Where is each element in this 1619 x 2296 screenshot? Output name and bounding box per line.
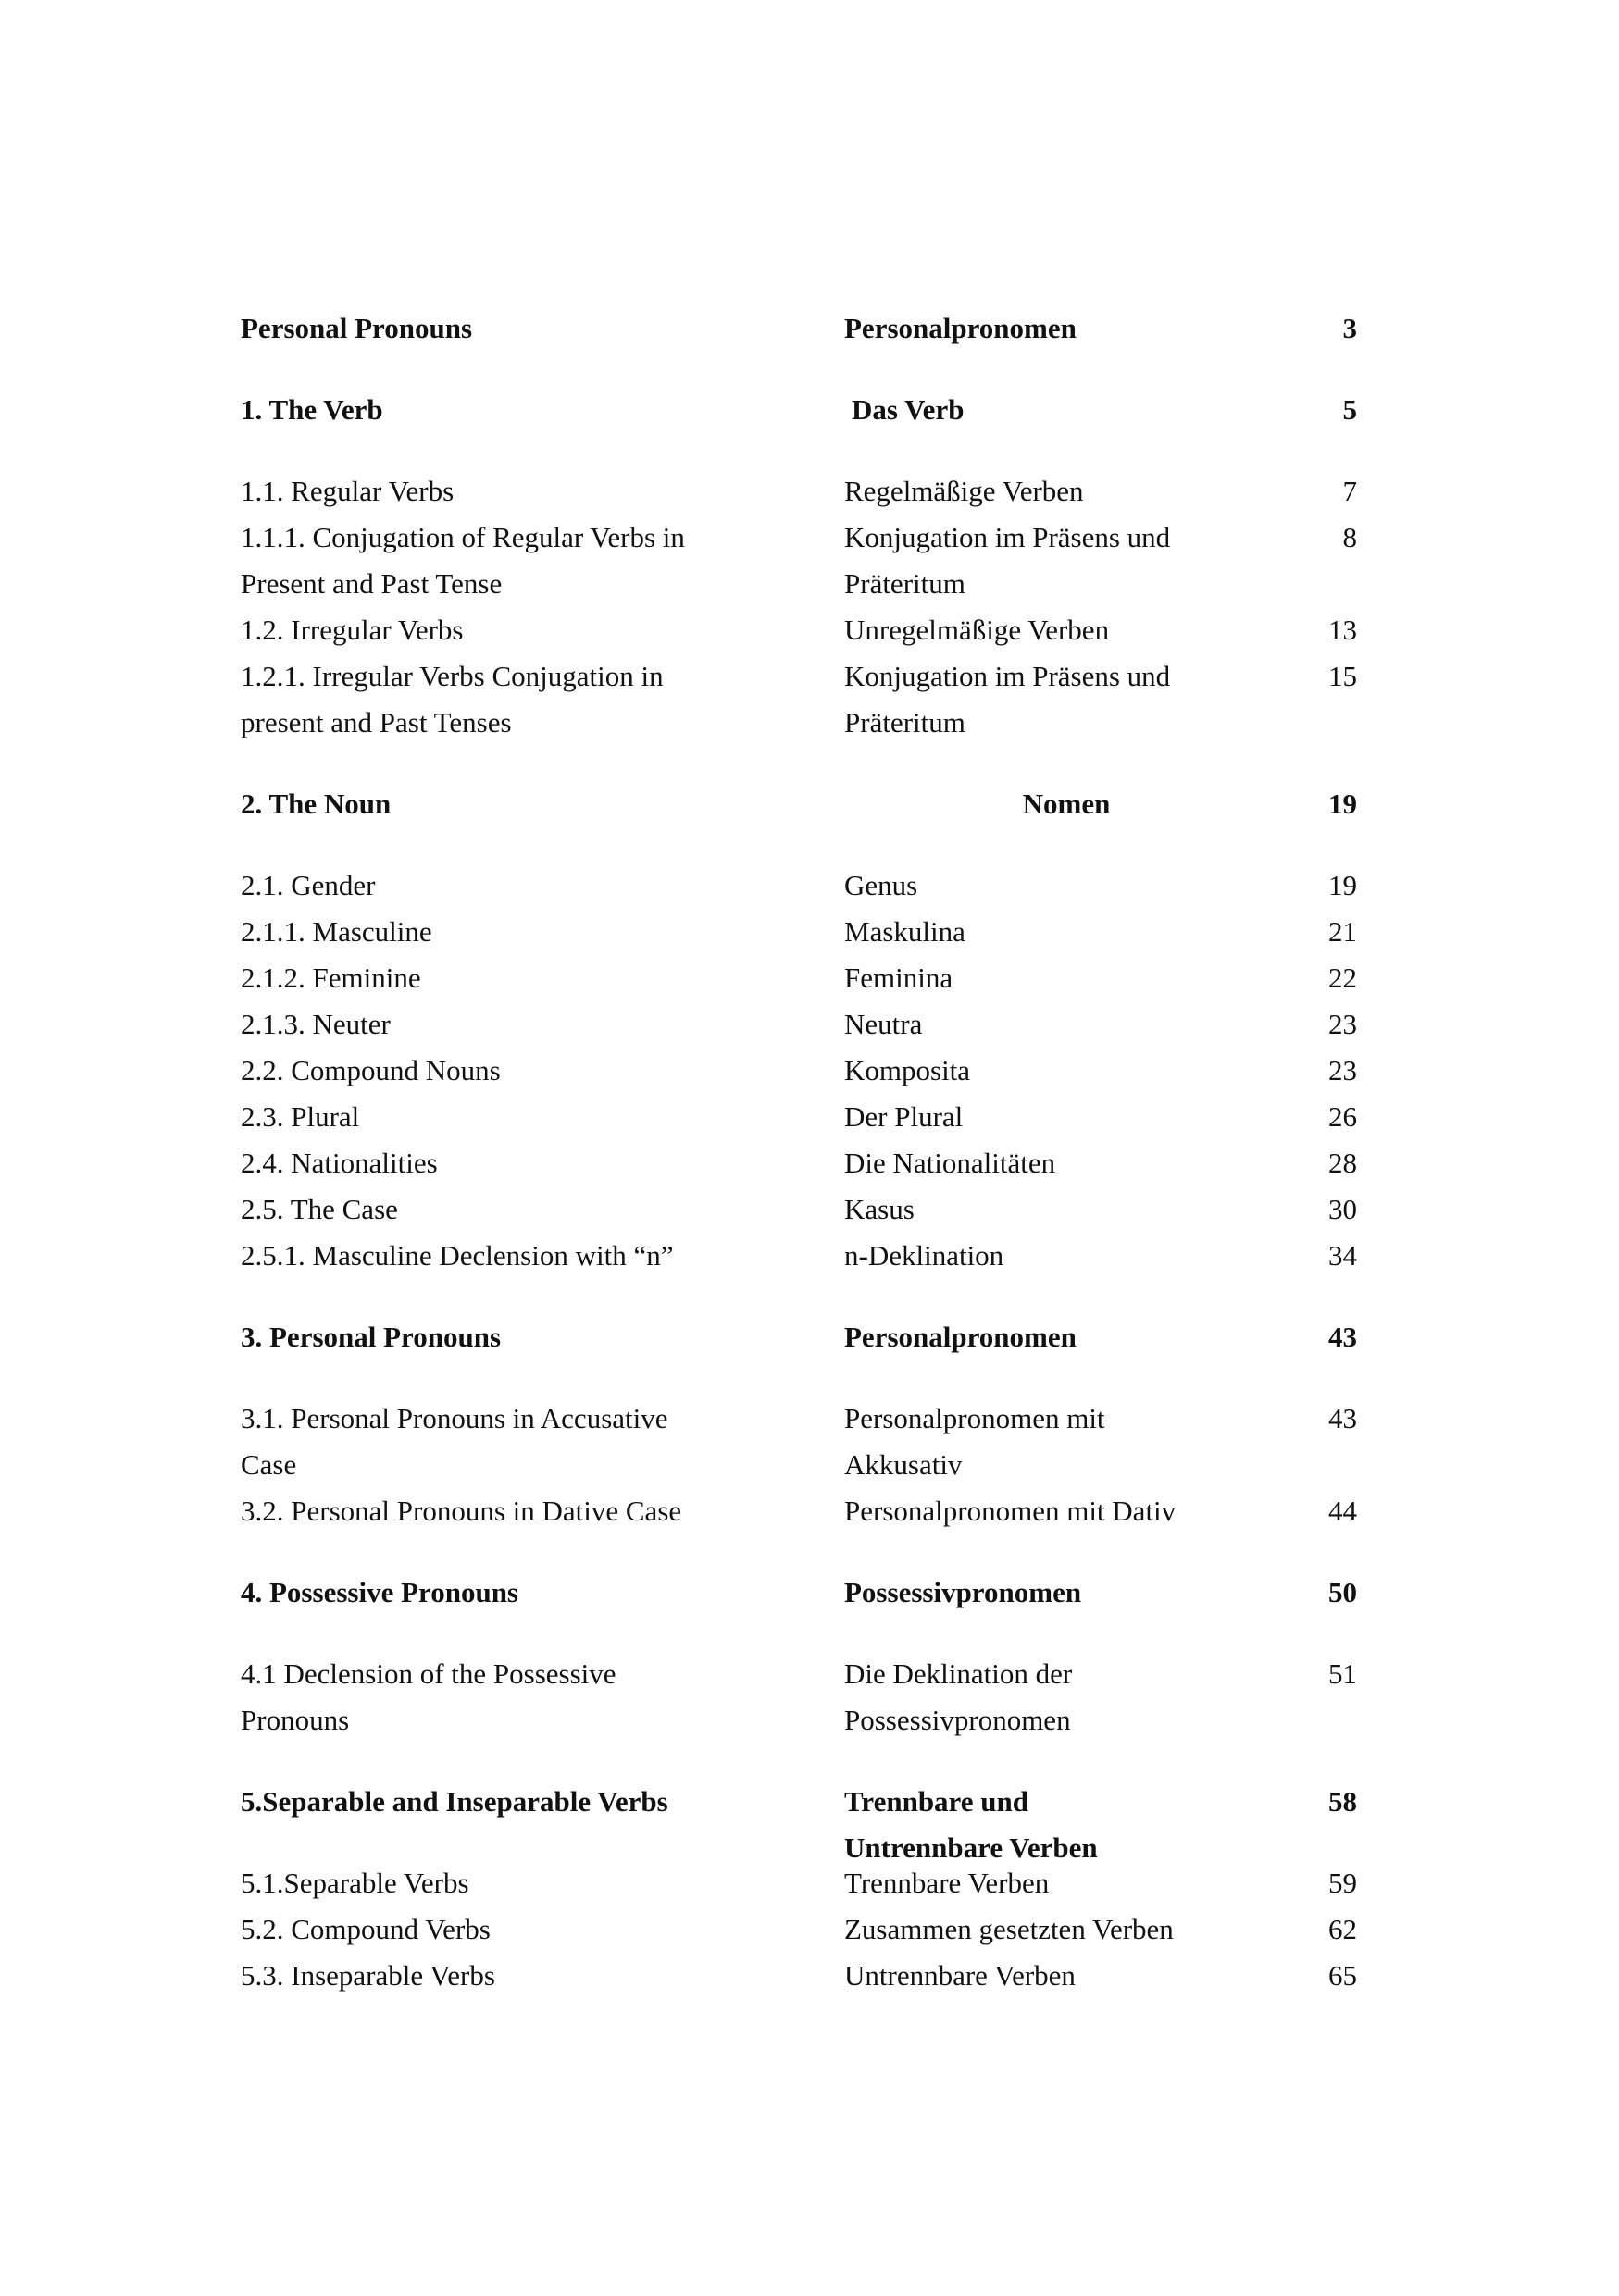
toc-german-line: Konjugation im Präsens und bbox=[844, 660, 1171, 692]
toc-english-line: 1. The Verb bbox=[241, 393, 383, 426]
toc-german-title bbox=[844, 607, 1242, 653]
toc-german-title bbox=[844, 515, 1242, 607]
toc-german-line: Die Deklination der bbox=[844, 1657, 1073, 1690]
toc-english-title bbox=[241, 955, 759, 1001]
toc-german-title bbox=[844, 1140, 1242, 1186]
toc-english-title bbox=[241, 1779, 759, 1825]
toc-english-line: 2.4. Nationalities bbox=[241, 1147, 438, 1179]
toc-german-title bbox=[844, 305, 1242, 352]
toc-german-line: n-Deklination bbox=[844, 1239, 1004, 1272]
toc-page-number: 26 bbox=[1328, 1100, 1357, 1133]
toc-english-title bbox=[241, 468, 759, 515]
toc-page-number: 8 bbox=[1342, 521, 1357, 553]
toc-english-title bbox=[241, 387, 759, 433]
toc-german-line: Untrennbare Verben bbox=[844, 1831, 1098, 1864]
toc-page-number: 23 bbox=[1328, 1008, 1357, 1040]
toc-german-line: Trennbare Verben bbox=[844, 1867, 1050, 1899]
toc-german-line: Unregelmäßige Verben bbox=[844, 614, 1110, 646]
toc-german-line: Personalpronomen bbox=[844, 1321, 1077, 1353]
toc-english-line: 4. Possessive Pronouns bbox=[241, 1576, 518, 1608]
toc-english-title bbox=[241, 1906, 759, 1953]
toc-german-line: Personalpronomen mit Dativ bbox=[844, 1495, 1177, 1527]
toc-german-title bbox=[844, 1860, 1242, 1906]
toc-german-line: Regelmäßige Verben bbox=[844, 475, 1084, 507]
toc-german-line: Personalpronomen bbox=[844, 312, 1077, 344]
toc-page-number: 34 bbox=[1328, 1239, 1357, 1272]
toc-english-line: 1.2. Irregular Verbs bbox=[241, 614, 464, 646]
toc-german-title bbox=[844, 781, 1289, 827]
toc-english-title bbox=[241, 305, 759, 352]
toc-german-title bbox=[844, 1048, 1242, 1094]
toc-english-title bbox=[241, 781, 759, 827]
toc-german-title bbox=[844, 1779, 1242, 1871]
toc-english-title bbox=[241, 1094, 759, 1140]
toc-german-title bbox=[844, 1186, 1242, 1233]
toc-english-line: 2. The Noun bbox=[241, 788, 392, 820]
toc-german-line: Nomen bbox=[1022, 788, 1111, 820]
toc-german-line: Possessivpronomen bbox=[844, 1576, 1082, 1608]
toc-german-title bbox=[844, 468, 1242, 515]
toc-german-line: Genus bbox=[844, 869, 918, 901]
toc-german-line: Neutra bbox=[844, 1008, 923, 1040]
toc-english-title bbox=[241, 1860, 759, 1906]
toc-page-number: 51 bbox=[1328, 1657, 1357, 1690]
toc-english-line: 3. Personal Pronouns bbox=[241, 1321, 502, 1353]
toc-german-title bbox=[844, 1570, 1242, 1616]
toc-english-line: 3.1. Personal Pronouns in Accusative bbox=[241, 1402, 668, 1434]
toc-page-number: 22 bbox=[1328, 962, 1357, 994]
toc-english-line: 2.1.1. Masculine bbox=[241, 915, 432, 948]
toc-german-line: Personalpronomen mit bbox=[844, 1402, 1105, 1434]
toc-german-line: Präteritum bbox=[844, 706, 965, 738]
toc-page-number: 43 bbox=[1328, 1321, 1357, 1353]
toc-german-title bbox=[844, 1314, 1242, 1360]
toc-english-title bbox=[241, 515, 759, 607]
toc-page-number: 13 bbox=[1328, 614, 1357, 646]
toc-english-title bbox=[241, 1001, 759, 1048]
toc-english-title bbox=[241, 607, 759, 653]
toc-page-number: 19 bbox=[1328, 869, 1357, 901]
toc-german-line: Untrennbare Verben bbox=[844, 1959, 1076, 1992]
toc-english-title bbox=[241, 1570, 759, 1616]
toc-german-title bbox=[844, 1233, 1242, 1279]
toc-english-line: Pronouns bbox=[241, 1704, 350, 1736]
toc-page-number: 65 bbox=[1328, 1959, 1357, 1992]
toc-page-number: 62 bbox=[1328, 1913, 1357, 1945]
toc-english-title bbox=[241, 1233, 759, 1279]
toc-page-number: 59 bbox=[1328, 1867, 1357, 1899]
toc-english-line: Present and Past Tense bbox=[241, 567, 503, 600]
toc-german-line: Possessivpronomen bbox=[844, 1704, 1071, 1736]
toc-german-line: Der Plural bbox=[844, 1100, 964, 1133]
toc-german-line: Die Nationalitäten bbox=[844, 1147, 1056, 1179]
toc-english-line: Personal Pronouns bbox=[241, 312, 473, 344]
toc-english-line: 1.1. Regular Verbs bbox=[241, 475, 455, 507]
toc-german-title bbox=[844, 909, 1242, 955]
toc-english-title bbox=[241, 1651, 759, 1744]
toc-page-number: 19 bbox=[1328, 788, 1357, 820]
toc-german-title bbox=[844, 653, 1242, 746]
toc-german-title bbox=[844, 1001, 1242, 1048]
toc-english-line: 5.Separable and Inseparable Verbs bbox=[241, 1785, 668, 1818]
toc-german-line: Maskulina bbox=[844, 915, 965, 948]
toc-english-line: 5.2. Compound Verbs bbox=[241, 1913, 491, 1945]
toc-english-line: 2.2. Compound Nouns bbox=[241, 1054, 501, 1086]
toc-german-title bbox=[844, 1396, 1242, 1488]
toc-german-line: Komposita bbox=[844, 1054, 971, 1086]
toc-english-title bbox=[241, 1186, 759, 1233]
toc-english-title bbox=[241, 1140, 759, 1186]
toc-english-title bbox=[241, 1396, 759, 1488]
toc-page-number: 5 bbox=[1342, 393, 1357, 426]
toc-german-line: Trennbare und bbox=[844, 1785, 1028, 1818]
toc-german-title bbox=[844, 1094, 1242, 1140]
toc-german-title bbox=[844, 1953, 1242, 1999]
toc-german-title bbox=[844, 1906, 1242, 1953]
toc-page-number: 3 bbox=[1342, 312, 1357, 344]
toc-german-title bbox=[844, 863, 1242, 909]
toc-german-title bbox=[844, 1651, 1242, 1744]
toc-page-number: 21 bbox=[1328, 915, 1357, 948]
toc-german-line: Zusammen gesetzten Verben bbox=[844, 1913, 1174, 1945]
toc-english-line: 2.1. Gender bbox=[241, 869, 376, 901]
toc-german-title bbox=[844, 387, 1250, 433]
toc-english-title bbox=[241, 1488, 759, 1534]
toc-english-line: 5.1.Separable Verbs bbox=[241, 1867, 469, 1899]
toc-english-line: 5.3. Inseparable Verbs bbox=[241, 1959, 495, 1992]
toc-page-number: 30 bbox=[1328, 1193, 1357, 1225]
toc-german-line: Akkusativ bbox=[844, 1448, 963, 1481]
toc-english-title bbox=[241, 1953, 759, 1999]
toc-page-number: 15 bbox=[1328, 660, 1357, 692]
toc-english-line: 2.5.1. Masculine Declension with “n” bbox=[241, 1239, 674, 1272]
toc-german-line: Das Verb bbox=[852, 393, 965, 426]
toc-english-title bbox=[241, 863, 759, 909]
toc-english-line: 1.2.1. Irregular Verbs Conjugation in bbox=[241, 660, 664, 692]
toc-german-title bbox=[844, 1488, 1242, 1534]
toc-english-title bbox=[241, 653, 759, 746]
toc-page-number: 23 bbox=[1328, 1054, 1357, 1086]
toc-english-line: 2.3. Plural bbox=[241, 1100, 360, 1133]
toc-german-line: Präteritum bbox=[844, 567, 965, 600]
toc-english-title bbox=[241, 909, 759, 955]
toc-english-title bbox=[241, 1314, 759, 1360]
toc-english-line: Case bbox=[241, 1448, 297, 1481]
toc-english-line: 1.1.1. Conjugation of Regular Verbs in bbox=[241, 521, 685, 553]
toc-english-line: 3.2. Personal Pronouns in Dative Case bbox=[241, 1495, 682, 1527]
toc-page-number: 43 bbox=[1328, 1402, 1357, 1434]
toc-german-line: Konjugation im Präsens und bbox=[844, 521, 1171, 553]
toc-page-number: 44 bbox=[1328, 1495, 1357, 1527]
toc-page-number: 7 bbox=[1342, 475, 1357, 507]
toc-page-number: 28 bbox=[1328, 1147, 1357, 1179]
toc-german-title bbox=[844, 955, 1242, 1001]
toc-german-line: Kasus bbox=[844, 1193, 915, 1225]
toc-english-line: 2.1.3. Neuter bbox=[241, 1008, 391, 1040]
toc-english-line: 2.5. The Case bbox=[241, 1193, 398, 1225]
toc-english-line: present and Past Tenses bbox=[241, 706, 512, 738]
toc-page-number: 58 bbox=[1328, 1785, 1357, 1818]
toc-english-line: 4.1 Declension of the Possessive bbox=[241, 1657, 616, 1690]
toc-page-number: 50 bbox=[1328, 1576, 1357, 1608]
toc-english-title bbox=[241, 1048, 759, 1094]
toc-english-line: 2.1.2. Feminine bbox=[241, 962, 421, 994]
toc-german-line: Feminina bbox=[844, 962, 953, 994]
